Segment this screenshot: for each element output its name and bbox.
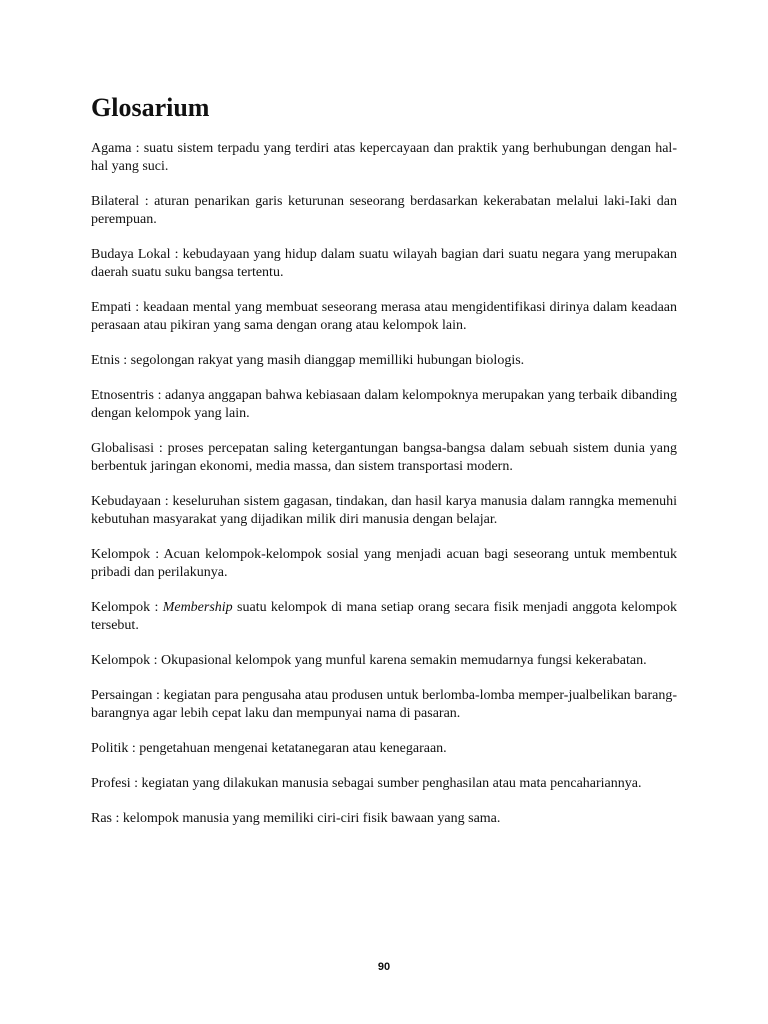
- glossary-entry-globalisasi: Globalisasi : proses percepatan saling ketergantungan bangsa-bangsa dalam sebuah sistem dunia yang berbentuk jaringan ekonomi, media massa, dan sistem transportasi modern.: [91, 441, 677, 474]
- glossary-entry-kelompok-okupasional: Kelompok : Okupasional kelompok yang munful karena semakin memudarnya fungsi kekerabatan.: [91, 653, 647, 668]
- page-number: 90: [377, 961, 391, 973]
- glossary-entry-kelompok-acuan: Kelompok : Acuan kelompok-kelompok sosial yang menjadi acuan bagi seseorang untuk membentuk pribadi dan perilakunya.: [91, 547, 677, 580]
- page-title: Glosarium: [91, 93, 210, 122]
- glossary-entry-agama: Agama : suatu sistem terpadu yang terdiri atas kepercayaan dan praktik yang berhubungan dengan hal-hal yang suci.: [91, 141, 677, 174]
- entry-prefix: Kelompok :: [91, 600, 163, 615]
- glossary-entry-kebudayaan: Kebudayaan : keseluruhan sistem gagasan, tindakan, dan hasil karya manusia dalam ranngka memenuhi kebutuhan masyarakat yang dijadikan milik diri manusia dengan belajar.: [91, 494, 677, 527]
- glossary-list: [91, 140, 677, 845]
- glossary-entry-politik: Politik : pengetahuan mengenai ketatanegaran atau kenegaraan.: [91, 741, 447, 756]
- glossary-entry-bilateral: Bilateral : aturan penarikan garis keturunan seseorang berdasarkan kekerabatan melalui laki-Iaki dan perempuan.: [91, 194, 677, 227]
- glossary-entry-profesi: Profesi : kegiatan yang dilakukan manusia sebagai sumber penghasilan atau mata pencahariannya.: [91, 776, 642, 791]
- glossary-entry-budaya-lokal: Budaya Lokal : kebudayaan yang hidup dalam suatu wilayah bagian dari suatu negara yang merupakan daerah suatu suku bangsa tertentu.: [91, 247, 677, 280]
- entry-emphasis: Membership: [162, 600, 233, 615]
- glossary-entry-etnosentris: Etnosentris : adanya anggapan bahwa kebiasaan dalam kelompoknya merupakan yang terbaik dibanding dengan kelompok yang lain.: [91, 388, 677, 421]
- glossary-entry-kelompok-membership: [91, 599, 677, 635]
- entry-suffix: suatu kelompok di mana setiap orang secara fisik menjadi anggota kelompok tersebut.: [91, 600, 678, 633]
- glossary-entry-persaingan: Persaingan : kegiatan para pengusaha atau produsen untuk berlomba-lomba memper-jualbelikan barang-barangnya agar lebih cepat laku dan mempunyai nama di pasaran.: [91, 688, 677, 721]
- glossary-entry-etnis: Etnis : segolongan rakyat yang masih dianggap memilliki hubungan biologis.: [91, 353, 525, 368]
- glossary-entry-empati: Empati : keadaan mental yang membuat seseorang merasa atau mengidentifikasi dirinya dalam keadaan perasaan atau pikiran yang sama dengan orang atau kelompok lain.: [91, 300, 677, 333]
- glossary-entry-ras: Ras : kelompok manusia yang memiliki ciri-ciri fisik bawaan yang sama.: [91, 811, 501, 826]
